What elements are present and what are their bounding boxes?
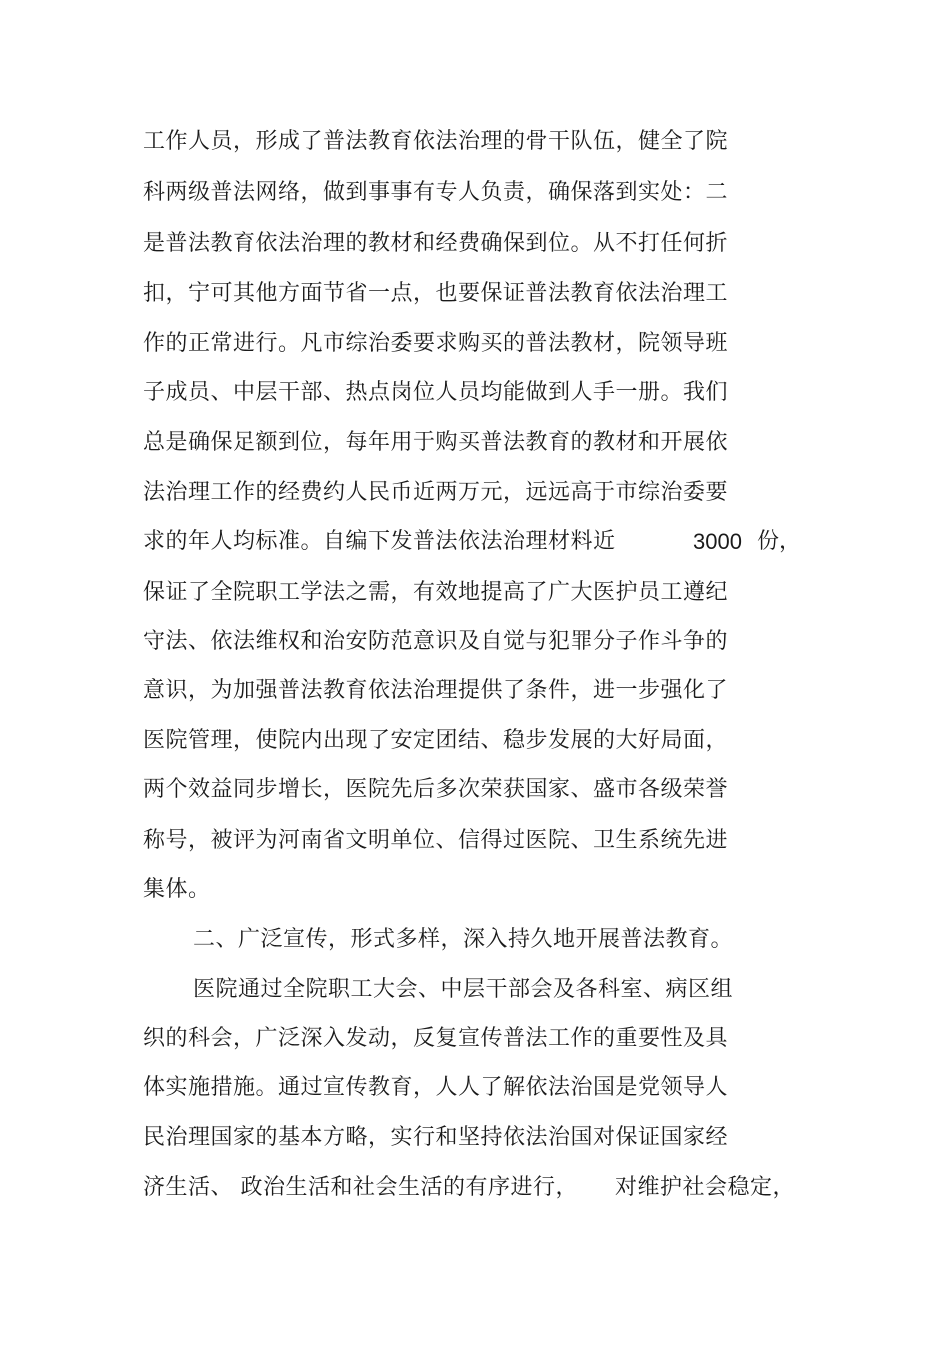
- paragraph-line: 守法、依法维权和治安防范意识及自觉与犯罪分子作斗争的: [143, 629, 729, 654]
- section-heading: 二、广泛宣传，形式多样，深入持久地开展普法教育。: [193, 927, 734, 952]
- paragraph-line: 医院管理，使院内出现了安定团结、稳步发展的大好局面，: [143, 728, 729, 753]
- paragraph-line: 民治理国家的基本方略，实行和坚持依法治国对保证国家经: [143, 1125, 729, 1150]
- material-count: 3000: [693, 529, 742, 554]
- paragraph-line: 科两级普法网络，做到事事有专人负责，确保落到实处：二: [143, 180, 729, 205]
- paragraph-line: 体实施措施。通过宣传教育，人人了解依法治国是党领导人: [143, 1075, 729, 1100]
- paragraph-line: 是普法教育依法治理的教材和经费确保到位。从不打任何折: [143, 231, 729, 256]
- paragraph-line-tail: 对维护社会稳定，: [615, 1175, 796, 1200]
- paragraph-line: 作的正常进行。凡市综治委要求购买的普法教材，院领导班: [143, 331, 729, 356]
- material-count-unit: 份，: [757, 529, 802, 554]
- paragraph-line: 济生活、 政治生活和社会生活的有序进行，: [143, 1175, 578, 1200]
- paragraph-line: 求的年人均标准。自编下发普法依法治理材料近: [143, 529, 616, 554]
- paragraph-line: 两个效益同步增长，医院先后多次荣获国家、盛市各级荣誉: [143, 777, 729, 802]
- paragraph-line: 工作人员，形成了普法教育依法治理的骨干队伍，健全了院: [143, 129, 729, 154]
- paragraph-line: 子成员、中层干部、热点岗位人员均能做到人手一册。我们: [143, 380, 729, 405]
- paragraph-line: 意识，为加强普法教育依法治理提供了条件，进一步强化了: [143, 678, 729, 703]
- paragraph-line: 织的科会，广泛深入发动，反复宣传普法工作的重要性及具: [143, 1026, 729, 1051]
- paragraph-line: 集体。: [143, 877, 211, 902]
- paragraph-line: 总是确保足额到位，每年用于购买普法教育的教材和开展依: [143, 430, 729, 455]
- paragraph-line: 扣，宁可其他方面节省一点，也要保证普法教育依法治理工: [143, 281, 729, 306]
- paragraph-line: 医院通过全院职工大会、中层干部会及各科室、病区组: [193, 977, 734, 1002]
- paragraph-line: 法治理工作的经费约人民币近两万元，远远高于市综治委要: [143, 480, 729, 505]
- paragraph-line: 称号，被评为河南省文明单位、信得过医院、卫生系统先进: [143, 828, 729, 853]
- paragraph-line: 保证了全院职工学法之需，有效地提高了广大医护员工遵纪: [143, 580, 729, 605]
